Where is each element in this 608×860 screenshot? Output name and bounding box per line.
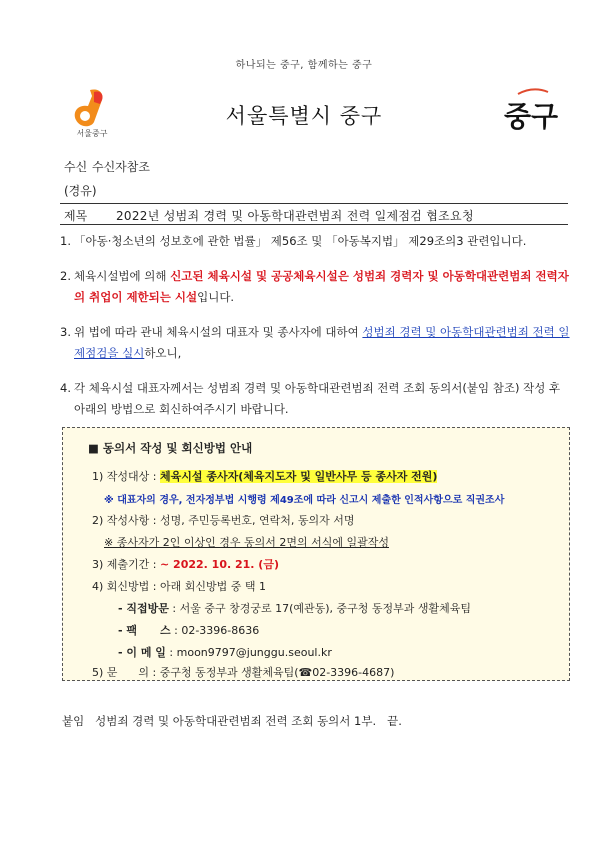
- item-text-pre: 위 법에 따라 관내 체육시설의 대표자 및 종사자에 대하여: [74, 325, 363, 339]
- junggu-brand-mark: [498, 84, 568, 140]
- guide-line-method: 4) 회신방법 : 아래 회신방법 중 택 1: [92, 580, 266, 593]
- method-fax: [118, 622, 259, 638]
- recipient-label: 수신: [64, 160, 88, 174]
- email-address: : moon9797@junggu.seoul.kr: [165, 646, 332, 659]
- guide-line-items: 2) 작성사항 : 성명, 주민등록번호, 연락처, 동의자 서명: [92, 514, 355, 527]
- guide-label: 3) 제출기간 :: [92, 558, 160, 571]
- item-text: [74, 322, 570, 364]
- recipient-row: [64, 158, 150, 175]
- item-2: [60, 266, 570, 310]
- method-value: : 02-3396-8636: [170, 624, 260, 637]
- guide-box: [62, 427, 570, 681]
- guide-box-title: ■ 동의서 작성 및 회신방법 안내: [88, 441, 253, 455]
- item-number: 3.: [60, 325, 71, 339]
- subject-label: 제목: [64, 209, 88, 223]
- item-4: [60, 378, 570, 422]
- slogan: 하나되는 중구, 함께하는 중구: [235, 60, 373, 71]
- item-number: 4.: [60, 381, 71, 395]
- item-text-underlined: 성범죄 경력 및 아동학대관련범죄 전력 일제점검을 실시: [74, 325, 570, 360]
- item-3: [60, 322, 570, 366]
- guide-line-contact: 5) 문 의 : 중구청 동정부과 생활체육팀(☎02-3396-4687): [92, 666, 395, 679]
- item-text: 각 체육시설 대표자께서는 성범죄 경력 및 아동학대관련범죄 전력 조회 동의서(붙임 참조) 작성 후 아래의 방법으로 회신하여주시기 바랍니다.: [74, 381, 561, 416]
- subject-value: 2022년 성범죄 경력 및 아동학대관련범죄 전력 일제점검 협조요청: [116, 209, 474, 223]
- subject-row: [60, 203, 568, 225]
- item-text: [74, 266, 570, 308]
- org-title: 서울특별시 중구: [225, 104, 383, 128]
- logo-caption: 서울중구: [76, 129, 108, 138]
- item-number: 1.: [60, 234, 71, 248]
- guide-note-representative: ※ 대표자의 경우, 전자정부법 시행령 제49조에 따라 신고시 제출한 인적사항으로 직권조사: [104, 495, 505, 506]
- via-label: (경유): [64, 184, 97, 198]
- method-label: - 이 메 일: [118, 646, 166, 659]
- brand-mark-text: 중구: [504, 100, 559, 133]
- guide-label: 1) 작성대상 :: [92, 470, 160, 483]
- attachment-line: 붙임 성범죄 경력 및 아동학대관련범죄 전력 조회 동의서 1부. 끝.: [62, 714, 402, 728]
- item-number: 2.: [60, 269, 71, 283]
- item-text-emphasis: 신고된 체육시설 및 공공체육시설은 성범죄 경력자 및 아동학대관련범죄 전력자의 취업이 제한되는 시설: [74, 269, 569, 304]
- item-text: 「아동·청소년의 성보호에 관한 법률」 제56조 및 「아동복지법」 제29조의3 관련입니다.: [74, 234, 527, 248]
- deadline-date: ~ 2022. 10. 21. (금): [160, 558, 279, 571]
- item-text-pre: 체육시설법에 의해: [74, 269, 171, 283]
- item-text-post: 입니다.: [197, 290, 235, 304]
- guide-line-deadline: [92, 556, 279, 572]
- item-1: [60, 231, 570, 253]
- recipient-value: 수신자참조: [92, 160, 150, 174]
- method-label: - 팩 스: [118, 624, 171, 637]
- guide-note-staff: ※ 종사자가 2인 이상인 경우 동의서 2면의 서식에 일괄작성: [104, 536, 389, 549]
- method-value: : 서울 중구 창경궁로 17(예관동), 중구청 동정부과 생활체육팀: [168, 602, 472, 615]
- item-text-post: 하오니,: [144, 346, 182, 360]
- guide-line-target: [92, 468, 437, 484]
- method-label: - 직접방문: [118, 602, 169, 615]
- method-visit: [118, 600, 471, 616]
- method-email: [118, 644, 332, 660]
- guide-target-value: 체육시설 종사자(체육지도자 및 일반사무 등 종사자 전원): [160, 470, 438, 483]
